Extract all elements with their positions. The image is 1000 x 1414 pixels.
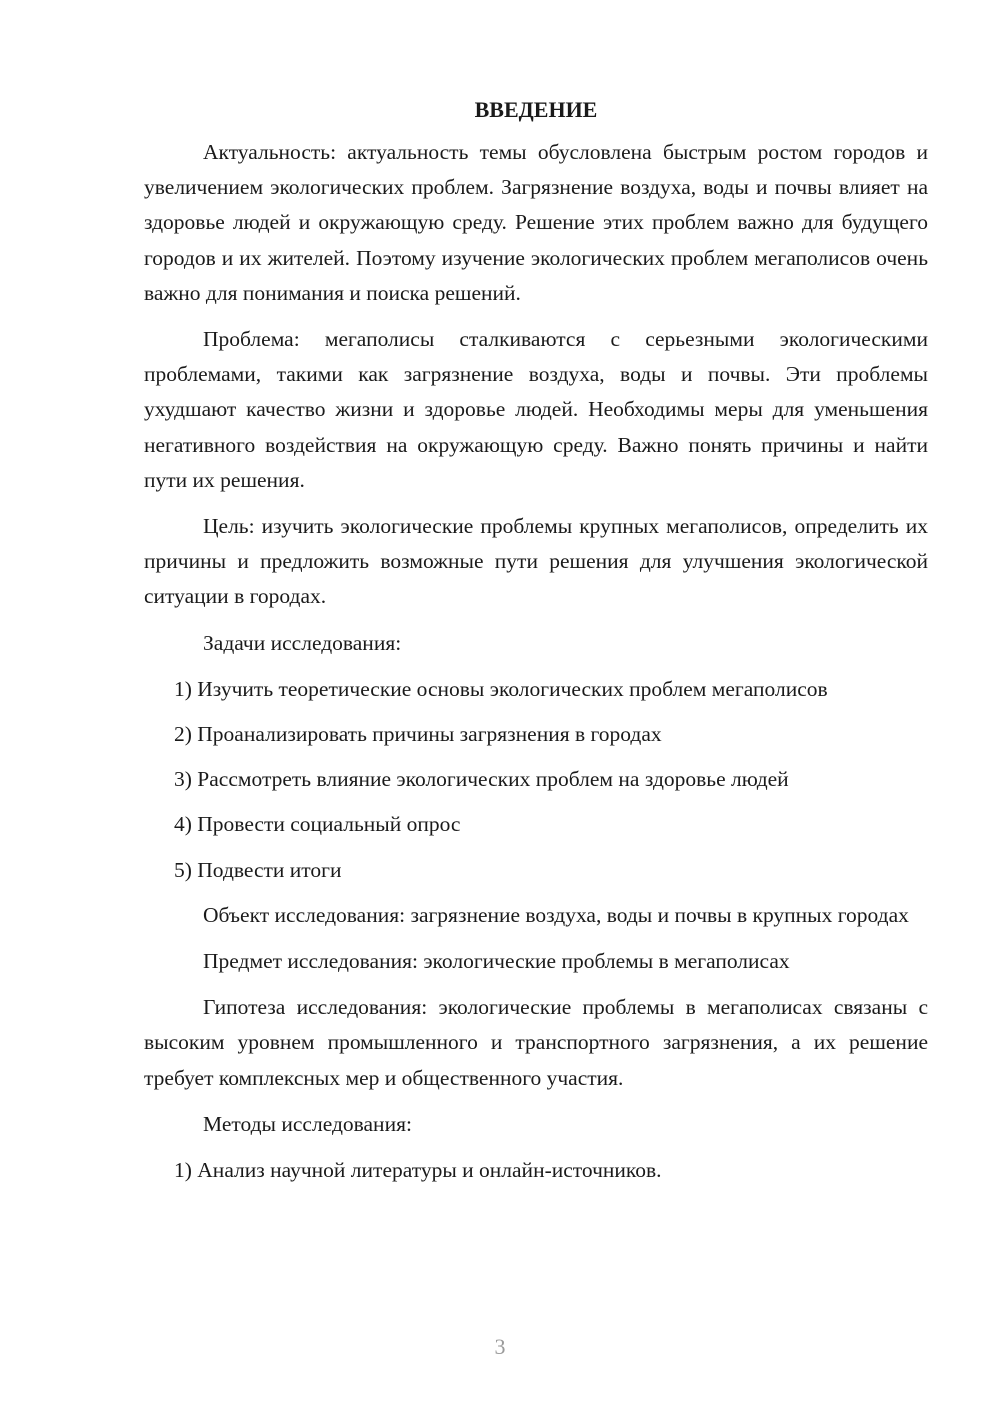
task-item-2: 2) Проанализировать причины загрязнения в городах: [174, 722, 662, 747]
paragraph-subject: Предмет исследования: экологические проблемы в мегаполисах: [203, 949, 790, 974]
paragraph-object: Объект исследования: загрязнение воздуха, воды и почвы в крупных городах: [203, 902, 909, 927]
paragraph-goal: Цель: изучить экологические проблемы крупных мегаполисов, определить их причины и предложить возможные пути решения для улучшения экологической ситуации в городах.: [144, 514, 928, 609]
document-page: [144, 88, 928, 1198]
paragraph-problem: Проблема: мегаполисы сталкиваются с серьезными экологическими проблемами, такими как загрязнение воздуха, воды и почвы. Эти проблемы ухудшают качество жизни и здоровье людей. Необходимы меры для уменьшения негативного воздействия на окружающую среду. Важно понять причины и найти пути их решения.: [144, 327, 928, 492]
methods-title: Методы исследования:: [203, 1111, 412, 1136]
task-item-3: 3) Рассмотреть влияние экологических проблем на здоровье людей: [174, 767, 789, 792]
methods-list: [144, 1153, 928, 1188]
task-item-5: 5) Подвести итоги: [174, 857, 342, 882]
method-item-1: 1) Анализ научной литературы и онлайн-источников.: [174, 1158, 662, 1183]
tasks-list: [144, 672, 928, 888]
document-heading: ВВЕДЕНИЕ: [474, 97, 598, 122]
task-item-1: 1) Изучить теоретические основы экологических проблем мегаполисов: [174, 676, 828, 701]
task-item-4: 4) Провести социальный опрос: [174, 812, 461, 837]
paragraph-relevance: Актуальность: актуальность темы обусловлена быстрым ростом городов и увеличением экологических проблем. Загрязнение воздуха, воды и почвы влияет на здоровье людей и окружающую среду. Решение этих проблем важно для будущего городов и их жителей. Поэтому изучение экологических проблем мегаполисов очень важно для понимания и поиска решений.: [144, 140, 928, 305]
page-number: 3: [494, 1334, 506, 1359]
tasks-title: Задачи исследования:: [203, 630, 402, 655]
paragraph-hypothesis: Гипотеза исследования: экологические проблемы в мегаполисах связаны с высоким уровнем промышленного и транспортного загрязнения, а их решение требует комплексных мер и общественного участия.: [144, 995, 928, 1090]
